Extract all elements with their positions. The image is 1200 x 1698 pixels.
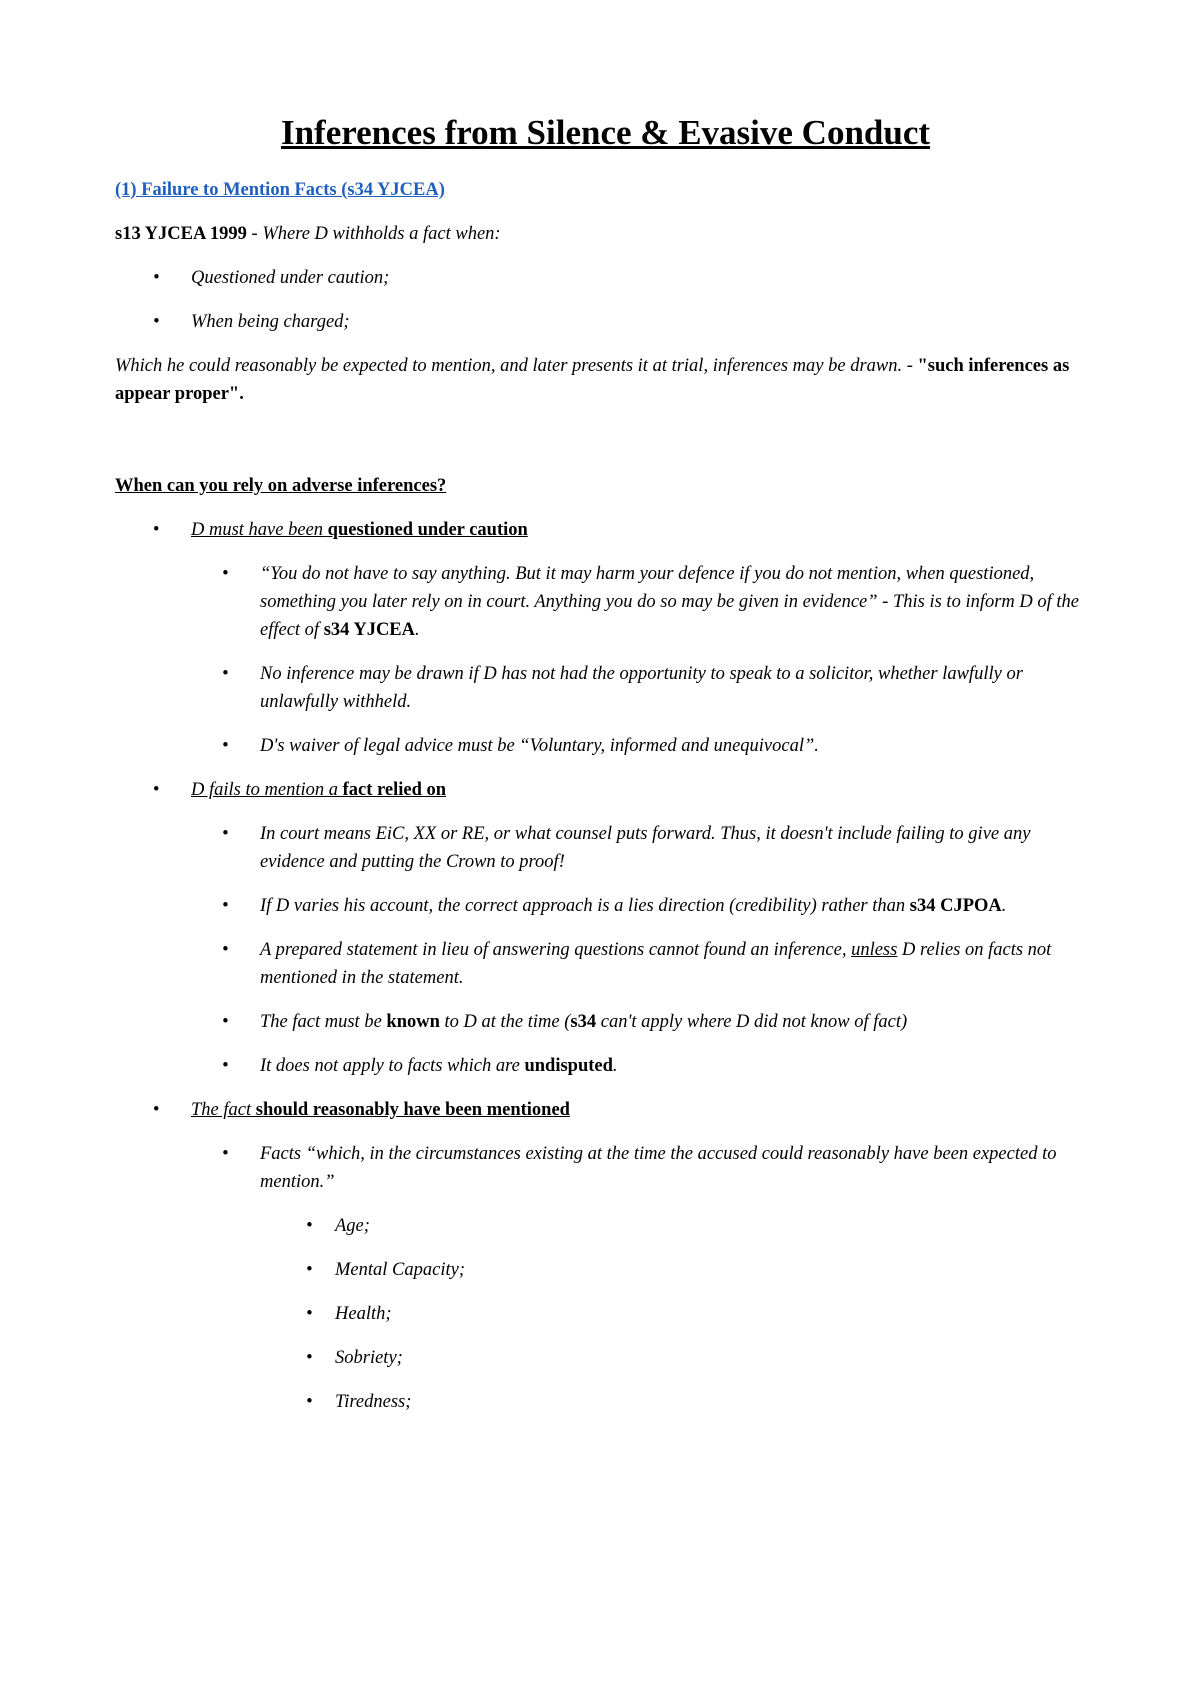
factor-item (115, 1300, 1096, 1328)
group1-heading-italic: D must have been (191, 520, 328, 540)
group2-item (115, 820, 1096, 876)
factor-item (115, 1344, 1096, 1372)
intro-rest: - Where D withholds a fact when: (246, 224, 501, 244)
page-title: Inferences from Silence & Evasive Conduct (280, 113, 931, 152)
group1-item-b: No inference may be drawn if D has not had the opportunity to speak to a solicitor, whether lawfully or unlawfully withheld. (260, 664, 1023, 712)
intro-bullet (115, 308, 1096, 336)
bullet-icon: • (222, 824, 229, 844)
group1-heading (115, 516, 1096, 544)
group3-heading-italic: The fact (191, 1100, 256, 1120)
bullet-icon: • (306, 1216, 313, 1236)
bullet-icon: • (306, 1392, 313, 1412)
group1-item (115, 732, 1096, 760)
bullet-icon: • (222, 564, 229, 584)
section-heading (115, 176, 1096, 204)
group1-item (115, 660, 1096, 716)
bullet-icon: • (222, 1056, 229, 1076)
group3-heading-bold: should reasonably have been mentioned (255, 1100, 570, 1120)
group3-item (115, 1140, 1096, 1196)
group1-item (115, 560, 1096, 644)
group2-heading (115, 776, 1096, 804)
bullet-icon: • (222, 1012, 229, 1032)
adverse-heading: When can you rely on adverse inferences? (115, 476, 447, 496)
bullet-icon: • (153, 312, 160, 332)
group2-item (115, 1052, 1096, 1080)
bullet-icon: • (222, 736, 229, 756)
intro-bullet (115, 264, 1096, 292)
group2-item-b-bold: s34 CJPOA (909, 896, 1002, 916)
group3-heading (115, 1096, 1096, 1124)
factor-text: Age; (335, 1216, 370, 1236)
group2-item-d: The fact must be (260, 1012, 387, 1032)
factor-item (115, 1256, 1096, 1284)
which-quote: "such inferences as appear proper". (115, 356, 1070, 404)
intro-bullet-text: When being charged; (191, 312, 350, 332)
group3-item-text: Facts “which, in the circumstances existing at the time the accused could reasonably have been expected to mention.” (260, 1144, 1057, 1192)
spacer (115, 424, 1096, 472)
factor-text: Sobriety; (335, 1348, 403, 1368)
group1-item-a: “You do not have to say anything. But it may harm your defence if you do not mention, when questioned, something you later rely on in court. Anything you do so may be given in evidence” - This is to inform D of the effect of (260, 564, 1080, 640)
which-paragraph (115, 352, 1096, 408)
group1-item-a-bold: s34 YJCEA (323, 620, 416, 640)
group2-item-b-end: . (1001, 896, 1007, 916)
bullet-icon: • (222, 1144, 229, 1164)
section-link[interactable]: (1) Failure to Mention Facts (s34 YJCEA) (115, 180, 445, 200)
bullet-icon: • (222, 664, 229, 684)
factor-item (115, 1212, 1096, 1240)
bullet-icon: • (153, 780, 160, 800)
group2-item-e-bold: undisputed (524, 1056, 613, 1076)
intro-paragraph (115, 220, 1096, 248)
bullet-icon: • (306, 1348, 313, 1368)
group2-item-c-post: D relies on facts not mentioned in the statement. (260, 940, 1052, 988)
group2-item-e: It does not apply to facts which are (260, 1056, 525, 1076)
bullet-icon: • (153, 268, 160, 288)
group2-item-d-post: can't apply where D did not know of fact) (596, 1012, 908, 1032)
group2-item (115, 1008, 1096, 1036)
group2-heading-italic: D fails to mention a (191, 780, 343, 800)
group2-item (115, 892, 1096, 920)
group2-heading-bold: fact relied on (342, 780, 447, 800)
group2-item-b: If D varies his account, the correct approach is a lies direction (credibility) rather than (260, 896, 910, 916)
bullet-icon: • (306, 1260, 313, 1280)
group2-item (115, 936, 1096, 992)
group2-item-c-under: unless (851, 940, 898, 960)
which-text: Which he could reasonably be expected to mention, and later presents it at trial, inferences may be drawn. - (115, 356, 918, 376)
group1-heading-bold: questioned under caution (327, 520, 528, 540)
factor-text: Tiredness; (335, 1392, 412, 1412)
group2-item-e-end: . (612, 1056, 618, 1076)
group2-item-a: In court means EiC, XX or RE, or what counsel puts forward. Thus, it doesn't include failing to give any evidence and putting the Crown to proof! (260, 824, 1031, 872)
group2-item-d-bold1: known (386, 1012, 440, 1032)
group1-item-c: D's waiver of legal advice must be “Voluntary, informed and unequivocal”. (260, 736, 819, 756)
factor-item (115, 1388, 1096, 1416)
factor-text: Mental Capacity; (335, 1260, 465, 1280)
intro-act: s13 YJCEA 1999 (115, 224, 247, 244)
bullet-icon: • (153, 1100, 160, 1120)
group2-item-c: A prepared statement in lieu of answering questions cannot found an inference, (260, 940, 852, 960)
bullet-icon: • (222, 896, 229, 916)
bullet-icon: • (306, 1304, 313, 1324)
group2-item-d-bold2: s34 (570, 1012, 597, 1032)
group2-item-d-mid: to D at the time ( (439, 1012, 571, 1032)
intro-bullet-text: Questioned under caution; (191, 268, 390, 288)
bullet-icon: • (153, 520, 160, 540)
group1-item-a-end: . (415, 620, 420, 640)
bullet-icon: • (222, 940, 229, 960)
factor-text: Health; (335, 1304, 392, 1324)
